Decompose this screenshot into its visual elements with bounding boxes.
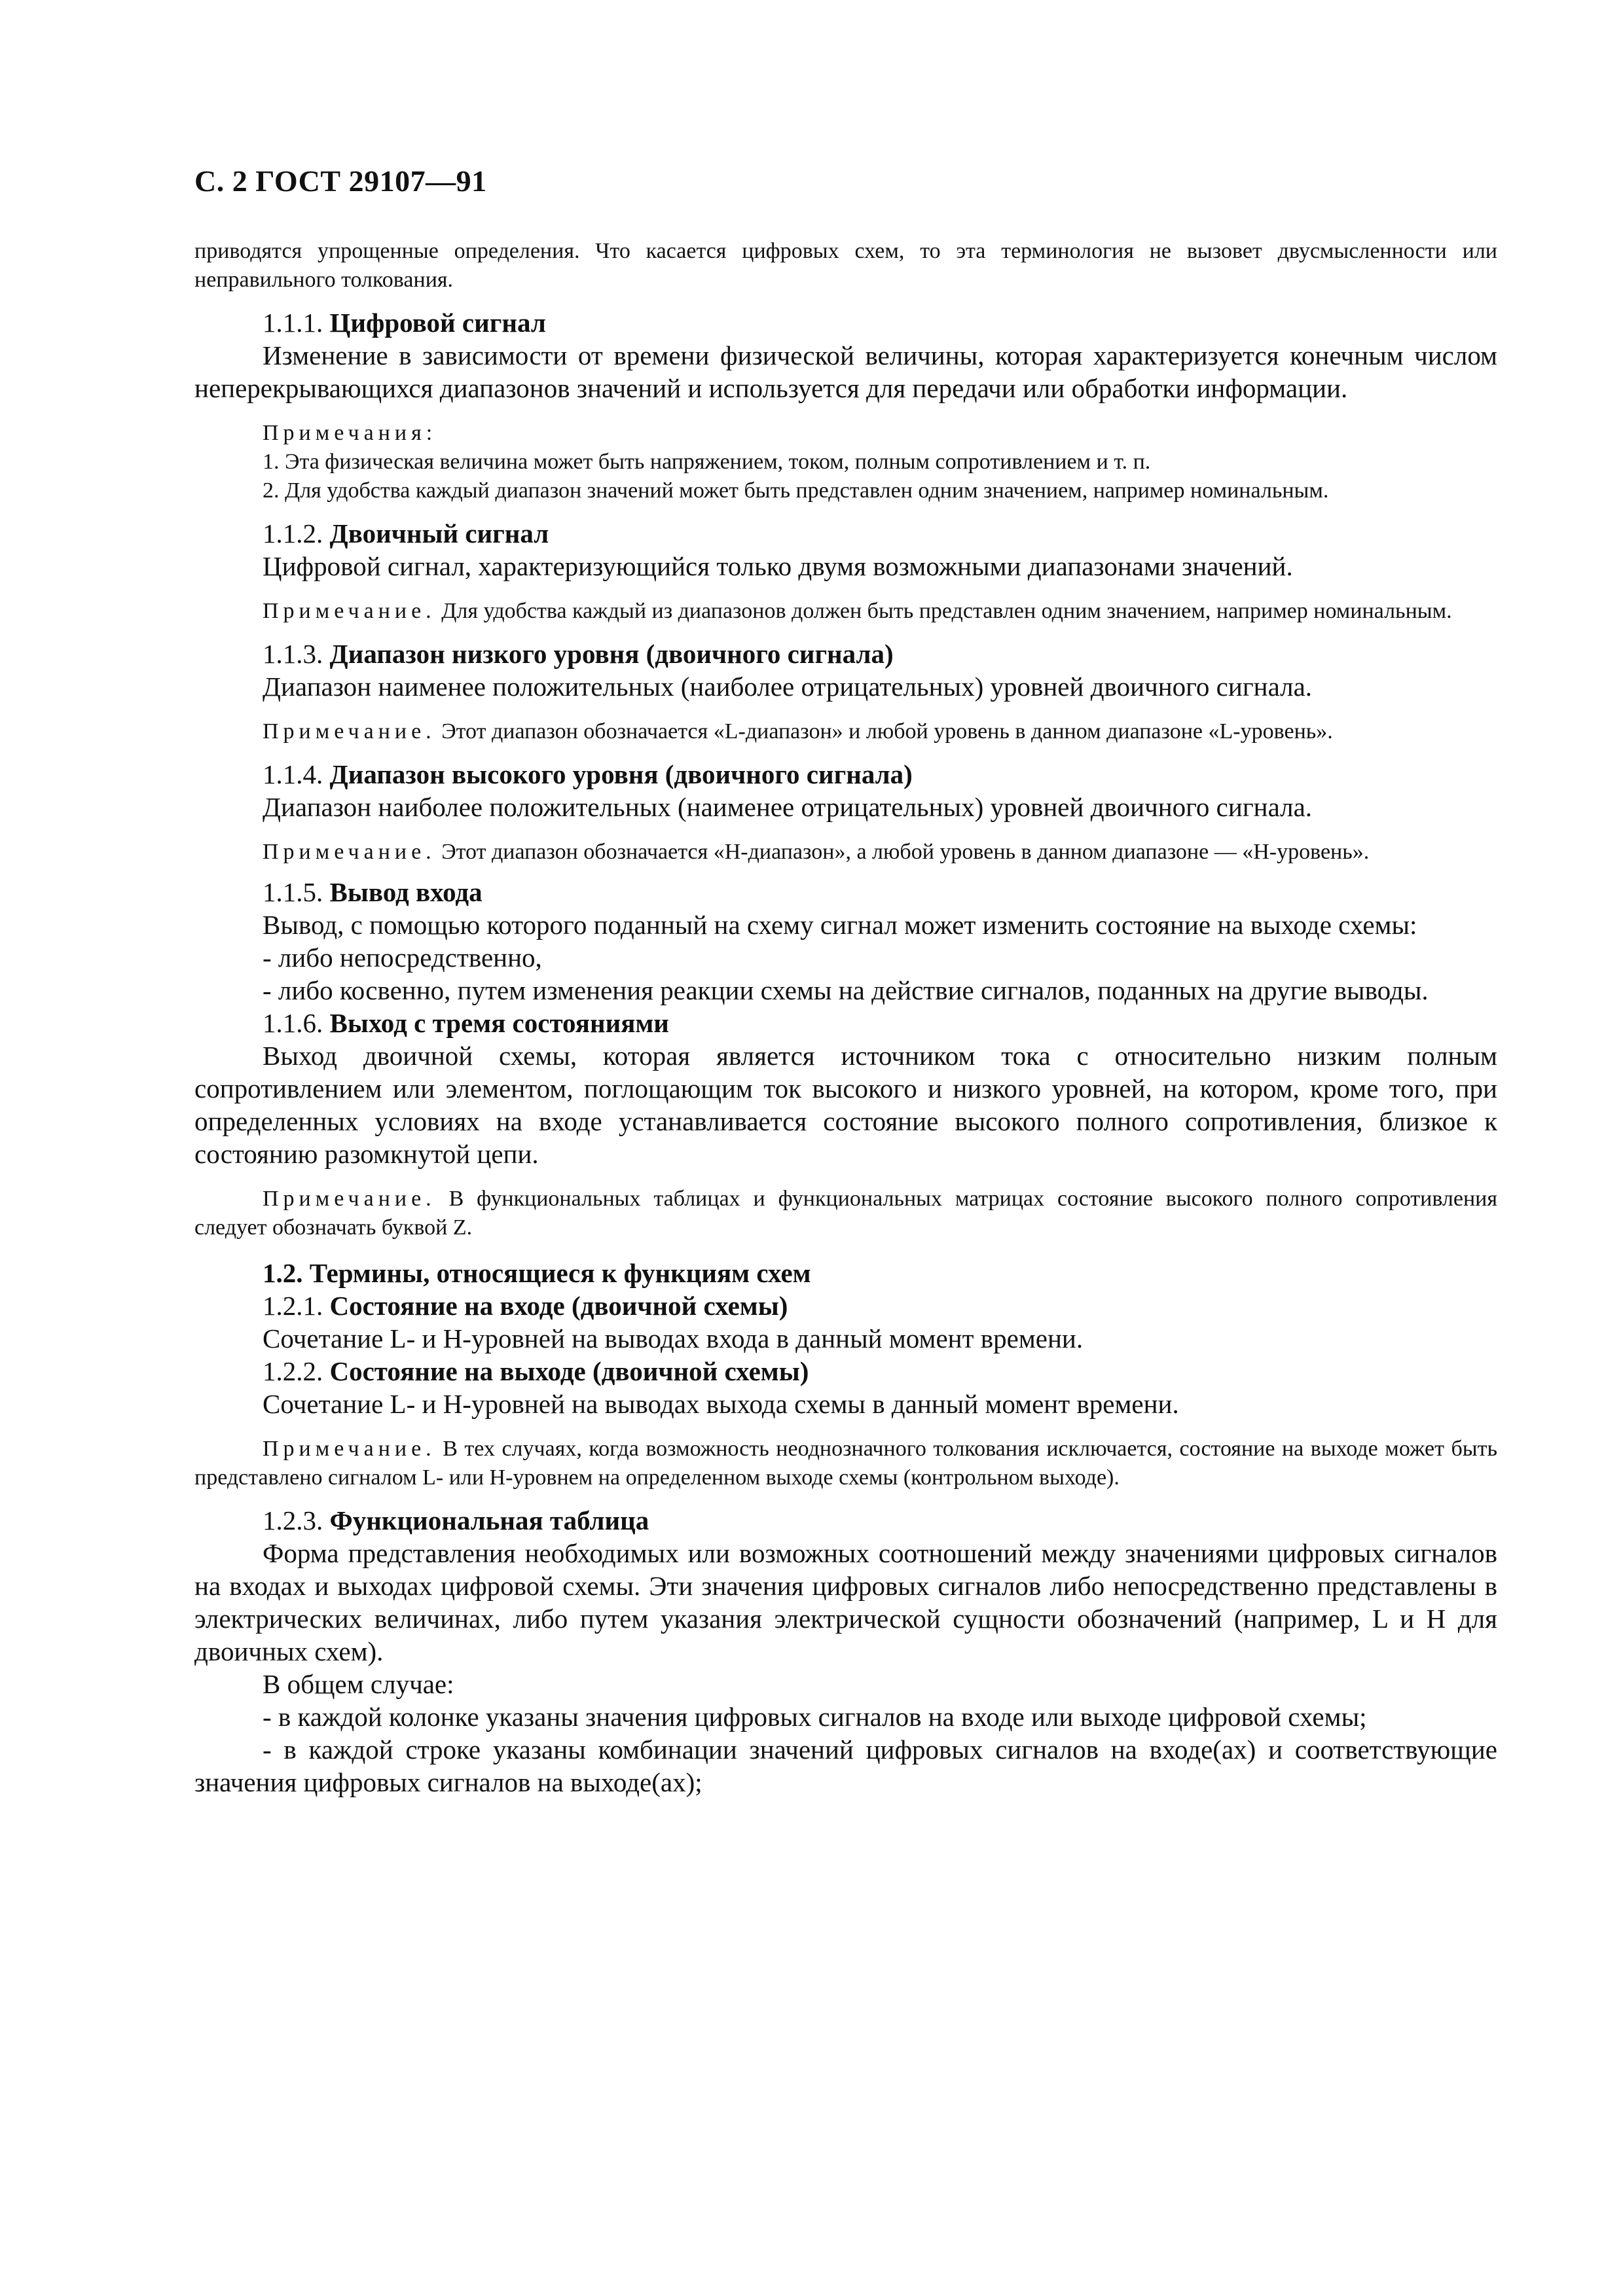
term-title: Выход с тремя состояниями — [329, 1008, 669, 1038]
term-number: 1.2.1. — [263, 1291, 323, 1321]
note-1-1-1-a: 1. Эта физическая величина может быть напряжением, током, полным сопротивлением и т. п. — [263, 450, 1151, 474]
note-text: В тех случаях, когда возможность неоднозначного толкования исключается, состояние на выходе может быть представлено сигналом L- или Н-уровнем на определенном выходе схемы (контрольном выходе). — [194, 1437, 1497, 1490]
note-label: Примечание. — [263, 840, 436, 864]
note-text: Для удобства каждый из диапазонов должен быть представлен одним значением, например номинальным. — [441, 599, 1452, 623]
note-label: Примечание. — [263, 719, 436, 744]
term-number: 1.1.5. — [263, 877, 323, 907]
notes-label-1-1-1: Примечания: — [263, 421, 437, 445]
note-label: Примечание. — [263, 1437, 436, 1461]
term-number: 1.1.6. — [263, 1008, 323, 1038]
term-title: Функциональная таблица — [329, 1505, 649, 1535]
document-body — [194, 237, 1497, 1799]
term-heading-1-2-2 — [194, 1355, 1497, 1388]
term-number: 1.1.1. — [263, 308, 323, 338]
term-definition-1-1-4: Диапазон наиболее положительных (наименее отрицательных) уровней двоичного сигнала. — [263, 792, 1313, 822]
intro-paragraph: приводятся упрощенные определения. Что касается цифровых схем, то эта терминология не вызовет двусмысленности или неправильного толкования. — [194, 239, 1497, 292]
note-label: Примечание. — [263, 1187, 436, 1211]
term-number: 1.2.3. — [263, 1505, 323, 1535]
note-1-2-2 — [194, 1435, 1497, 1492]
general-case-label: В общем случае: — [263, 1669, 454, 1699]
term-definition-1-1-2: Цифровой сигнал, характеризующийся только двумя возможными диапазонами значений. — [263, 551, 1293, 581]
note-label: Примечание. — [263, 599, 436, 623]
term-heading-1-1-2 — [194, 517, 1497, 550]
term-definition-1-1-6: Выход двоичной схемы, которая является источником тока с относительно низким полным сопротивлением или элементом, поглощающим ток высокого и низкого уровней, на котором, кроме того, при определенных условиях на входе устанавливается состояние высокого полного сопротивления, близкое к состоянию разомкнутой цепи. — [194, 1041, 1497, 1169]
list-item-1-2-3-b: - в каждой строке указаны комбинации значений цифровых сигналов на входе(ах) и соответствующие значения цифровых сигналов на выходе(ах); — [194, 1734, 1497, 1797]
note-1-1-3 — [194, 717, 1497, 746]
term-title: Двоичный сигнал — [329, 518, 549, 548]
page-header: С. 2 ГОСТ 29107—91 — [194, 164, 487, 198]
term-definition-1-2-3: Форма представления необходимых или возможных соотношений между значениями цифровых сигналов на входах и выходах цифровой схемы. Эти значения цифровых сигналов либо непосредственно представлены в электрических величинах, либо путем указания электрической сущности обозначений (например, L и Н для двоичных схем). — [194, 1538, 1497, 1666]
term-heading-1-1-4 — [194, 758, 1497, 791]
term-heading-1-2-1 — [194, 1289, 1497, 1322]
term-title: Цифровой сигнал — [329, 308, 546, 338]
term-definition-1-1-1: Изменение в зависимости от времени физической величины, которая характеризуется конечным числом неперекрывающихся диапазонов значений и используется для передачи или обработки информации. — [194, 340, 1497, 403]
term-number: 1.1.4. — [263, 759, 323, 789]
note-1-1-2 — [194, 597, 1497, 626]
term-title: Состояние на выходе (двоичной схемы) — [329, 1356, 809, 1386]
section-heading-1-2: 1.2. Термины, относящиеся к функциям схем — [263, 1258, 811, 1288]
list-item-1-1-5-b: - либо косвенно, путем изменения реакции схемы на действие сигналов, поданных на другие выводы. — [263, 975, 1429, 1005]
term-heading-1-1-3 — [194, 637, 1497, 670]
term-heading-1-2-3 — [194, 1504, 1497, 1537]
term-heading-1-1-5 — [194, 876, 1497, 908]
list-item-1-2-3-a: - в каждой колонке указаны значения цифровых сигналов на входе или выходе цифровой схемы; — [263, 1702, 1367, 1732]
note-1-1-6 — [194, 1185, 1497, 1242]
list-item-1-1-5-a: - либо непосредственно, — [263, 942, 542, 973]
term-heading-1-1-1 — [194, 306, 1497, 339]
note-1-1-4 — [194, 838, 1497, 867]
note-text: Этот диапазон обозначается «L-диапазон» и любой уровень в данном диапазоне «L-уровень». — [441, 719, 1333, 744]
term-definition-1-1-3: Диапазон наименее положительных (наиболее отрицательных) уровней двоичного сигнала. — [263, 672, 1313, 702]
term-title: Вывод входа — [329, 877, 483, 907]
term-number: 1.2.2. — [263, 1356, 323, 1386]
note-1-1-1-b: 2. Для удобства каждый диапазон значений может быть представлен одним значением, например номинальным. — [263, 478, 1329, 503]
term-title: Диапазон высокого уровня (двоичного сигнала) — [329, 759, 913, 789]
term-definition-1-1-5: Вывод, с помощью которого поданный на схему сигнал может изменить состояние на выходе схемы: — [263, 910, 1417, 940]
note-text: Этот диапазон обозначается «Н-диапазон», а любой уровень в данном диапазоне — «Н-уровень». — [441, 840, 1370, 864]
term-title: Диапазон низкого уровня (двоичного сигнала) — [329, 639, 894, 669]
term-heading-1-1-6 — [194, 1007, 1497, 1039]
term-definition-1-2-2: Сочетание L- и Н-уровней на выводах выхода схемы в данный момент времени. — [263, 1389, 1179, 1419]
term-number: 1.1.3. — [263, 639, 323, 669]
term-definition-1-2-1: Сочетание L- и Н-уровней на выводах входа в данный момент времени. — [263, 1323, 1084, 1354]
term-title: Состояние на входе (двоичной схемы) — [329, 1291, 788, 1321]
term-number: 1.1.2. — [263, 518, 323, 548]
note-text: В функциональных таблицах и функциональных матрицах состояние высокого полного сопротивления следует обозначать буквой Z. — [194, 1187, 1498, 1240]
